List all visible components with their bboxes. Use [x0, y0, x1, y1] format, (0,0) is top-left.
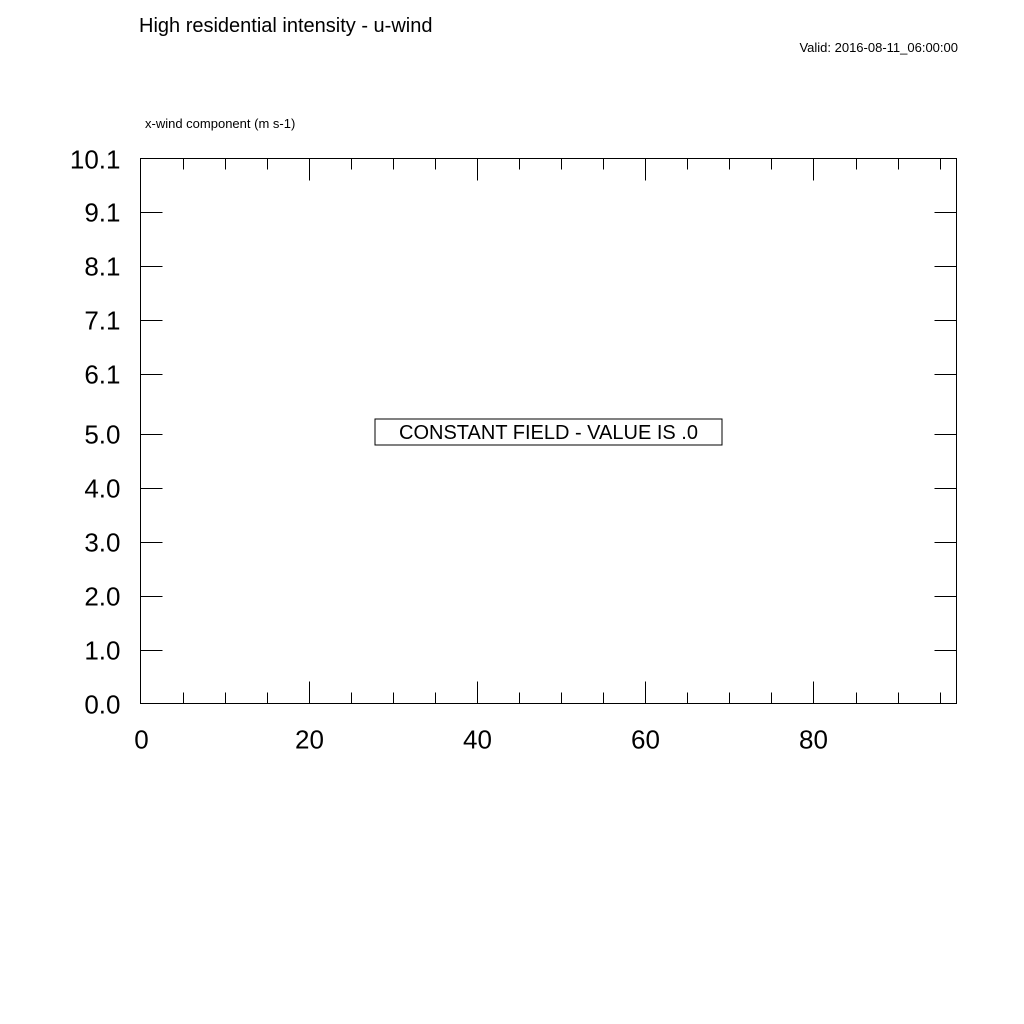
y-tick-label: 0.0 [84, 689, 121, 720]
y-tick-label: 5.0 [84, 419, 121, 450]
x-tick-label: 20 [295, 724, 324, 755]
y-tick-label: 1.0 [84, 635, 121, 666]
y-tick-label: 9.1 [84, 197, 121, 228]
y-tick-label: 4.0 [84, 473, 121, 504]
x-tick-label: 80 [799, 724, 828, 755]
y-tick-label: 7.1 [84, 305, 121, 336]
x-tick-label: 0 [134, 724, 149, 755]
valid-time: Valid: 2016-08-11_06:00:00 [799, 40, 958, 55]
chart-title: High residential intensity - u-wind [139, 15, 433, 37]
variable-label: x-wind component (m s-1) [145, 116, 296, 131]
x-tick-label: 40 [463, 724, 492, 755]
y-tick-labels [70, 145, 121, 720]
y-tick-label: 6.1 [84, 359, 121, 390]
y-tick-label: 10.1 [69, 144, 121, 175]
y-tick-label: 2.0 [84, 581, 121, 612]
y-tick-label: 3.0 [84, 527, 121, 558]
x-tick-labels [134, 725, 828, 755]
y-tick-label: 8.1 [84, 251, 121, 282]
annotation-text: CONSTANT FIELD - VALUE IS .0 [399, 422, 698, 444]
x-tick-label: 60 [631, 724, 660, 755]
